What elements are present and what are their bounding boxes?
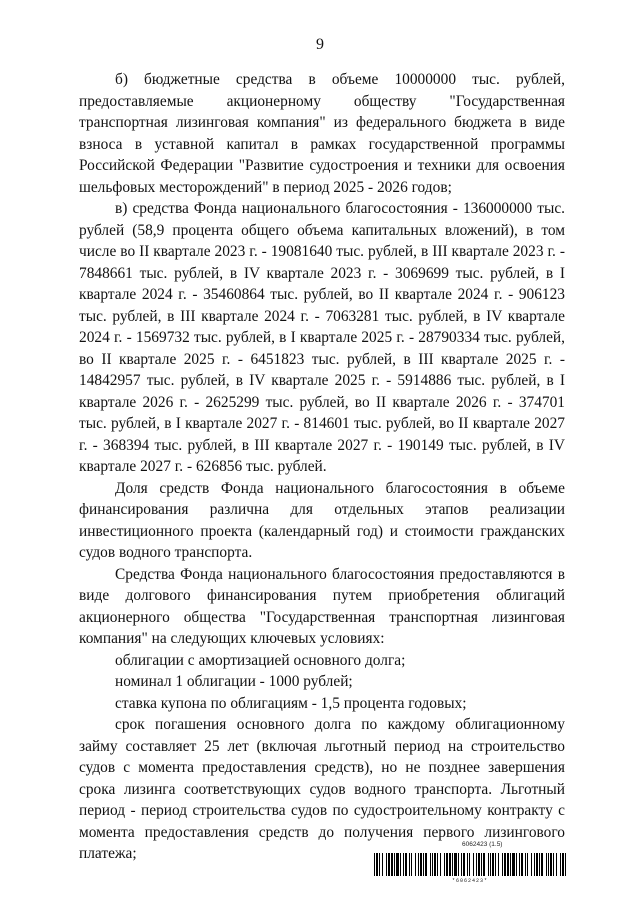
paragraph-budget-funds: б) бюджетные средства в объеме 10000000 тыс. рублей, предоставляемые акционерному обществу "Государственная транспортная лизинговая компания" из федерального бюджета в виде взноса в уставной капитал в рамках государственной программы Российской Федерации "Развитие судостроения и техники для освоения шельфовых месторождений" в период 2025 - 2026 годов; xyxy=(79,71,565,196)
barcode-bar xyxy=(391,853,393,876)
barcode-bar xyxy=(512,853,515,876)
barcode-bar xyxy=(467,853,468,876)
paragraph-nwf-terms: Средства Фонда национального благосостояния предоставляются в виде долгового финансирования путем приобретения облигаций акционерного общества "Государственная транспортная лизинговая компания" на следующих ключевых условиях: xyxy=(79,565,565,647)
barcode-bar xyxy=(488,853,489,876)
barcode-bar xyxy=(403,853,404,876)
barcode-bar xyxy=(539,853,540,876)
barcode-bar xyxy=(396,853,399,876)
barcode-bar xyxy=(490,853,491,876)
barcode-bar xyxy=(437,853,438,876)
barcode-bar xyxy=(534,853,535,876)
list-item-maturity: срок погашения основного долга по каждому облигационному займу составляет 25 лет (включая льготный период на строительство судов с момента предоставления средств), но не позднее завершения срока лизинга соответствующих судов водного транспорта. Льготный период - период строительства судов по судостроительному контракту с момента предоставления средств до получения первого лизингового платежа; xyxy=(79,716,565,862)
barcode-bar xyxy=(379,853,380,876)
barcode-bar xyxy=(478,853,480,876)
barcode-bar xyxy=(536,853,538,876)
barcode-bar xyxy=(423,853,424,876)
barcode-bar xyxy=(463,853,465,876)
barcode-bar xyxy=(382,853,383,876)
barcode-bar xyxy=(562,853,564,876)
barcode-bar xyxy=(556,853,557,876)
barcode-bar xyxy=(415,853,416,876)
barcode-bar xyxy=(400,853,401,876)
list-item-nominal: номинал 1 облигации - 1000 рублей; xyxy=(115,673,353,690)
barcode-bar xyxy=(405,853,407,876)
barcode-bar xyxy=(394,853,395,876)
barcode-bar xyxy=(502,853,503,876)
paragraph-nwf-share: Доля средств Фонда национального благосостояния в объеме финансирования различна для отдельных этапов реализации инвестиционного проекта (календарный год) и стоимости гражданских судов водного транспорта. xyxy=(79,479,565,561)
barcode-bar xyxy=(548,853,549,876)
barcode-bar xyxy=(411,853,412,876)
barcode-bar xyxy=(388,853,390,876)
document-code: 6062423 (1.5) xyxy=(462,841,503,848)
barcode-bar xyxy=(473,853,474,876)
document-body xyxy=(79,69,565,865)
barcode-bar xyxy=(444,853,445,876)
list-item-coupon-rate: ставка купона по облигациям - 1,5 процента годовых; xyxy=(115,694,467,712)
barcode-bar xyxy=(409,853,410,876)
barcode-bar xyxy=(458,853,459,876)
barcode-bar xyxy=(430,853,431,876)
barcode-bar xyxy=(483,853,485,876)
barcode-bar xyxy=(476,853,477,876)
barcode-bar xyxy=(461,853,462,876)
barcode-bar xyxy=(531,853,532,876)
barcode-bar xyxy=(420,853,422,876)
barcode-bar xyxy=(425,853,427,876)
barcode-bar xyxy=(469,853,470,876)
barcode-bar xyxy=(546,853,547,876)
barcode-bar xyxy=(446,853,448,876)
barcode-bar xyxy=(510,853,511,876)
barcode-bar xyxy=(553,853,554,876)
barcode-bar xyxy=(519,853,520,876)
barcode-bar xyxy=(560,853,561,876)
barcode-bar xyxy=(516,853,517,876)
barcode-bar xyxy=(374,853,375,876)
barcode-bar xyxy=(550,853,552,876)
barcode-bar xyxy=(481,853,482,876)
barcode-bar xyxy=(525,853,526,876)
barcode-bar xyxy=(376,853,378,876)
paragraph-nwf-funds: в) средства Фонда национального благосостояния - 136000000 тыс. рублей (58,9 процента общего объема капитальных вложений), в том числе во II квартале 2023 г. - 19081640 тыс. рублей, в III квартале 2023 г. - 7848661 тыс. рублей, в IV квартале 2023 г. - 3069699 тыс. рублей, в I квартале 2024 г. - 35460864 тыс. рублей, во II квартале 2024 г. - 906123 тыс. рублей, в III квартале 2024 г. - 7063281 тыс. рублей, в IV квартале 2024 г. - 1569732 тыс. рублей, в I квартале 2025 г. - 28790334 тыс. рублей, во II квартале 2025 г. - 6451823 тыс. рублей, в III квартале 2025 г. - 14842957 тыс. рублей, в IV квартале 2025 г. - 5914886 тыс. рублей, в I квартале 2026 г. - 2625299 тыс. рублей, во II квартале 2026 г. - 374701 тыс. рублей, в I квартале 2027 г. - 814601 тыс. рублей, во II квартале 2027 г. - 368394 тыс. рублей, в III квартале 2027 г. - 190149 тыс. рублей, в IV квартале 2027 г. - 626856 тыс. рублей. xyxy=(79,200,565,475)
barcode-bar xyxy=(521,853,523,876)
barcode-bar xyxy=(440,853,441,876)
list-item-amortization: облигации с амортизацией основного долга; xyxy=(115,651,406,669)
barcode-bar xyxy=(492,853,494,876)
barcode-bar xyxy=(432,853,433,876)
barcode-bar xyxy=(507,853,509,876)
barcode-bar xyxy=(449,853,451,876)
barcode-bar xyxy=(527,853,528,876)
barcode-image xyxy=(374,853,566,876)
barcode-bar xyxy=(434,853,436,876)
barcode-bar xyxy=(386,853,387,876)
barcode-bar xyxy=(498,853,499,876)
barcode-bar xyxy=(454,853,457,876)
barcode-bar xyxy=(504,853,506,876)
barcode-bar xyxy=(452,853,453,876)
page-number: 9 xyxy=(316,36,324,53)
barcode-bar xyxy=(418,853,419,876)
barcode-caption: *6062423* xyxy=(451,878,488,884)
barcode-bar xyxy=(565,853,566,876)
barcode-bar xyxy=(495,853,496,876)
barcode-bar xyxy=(541,853,543,876)
